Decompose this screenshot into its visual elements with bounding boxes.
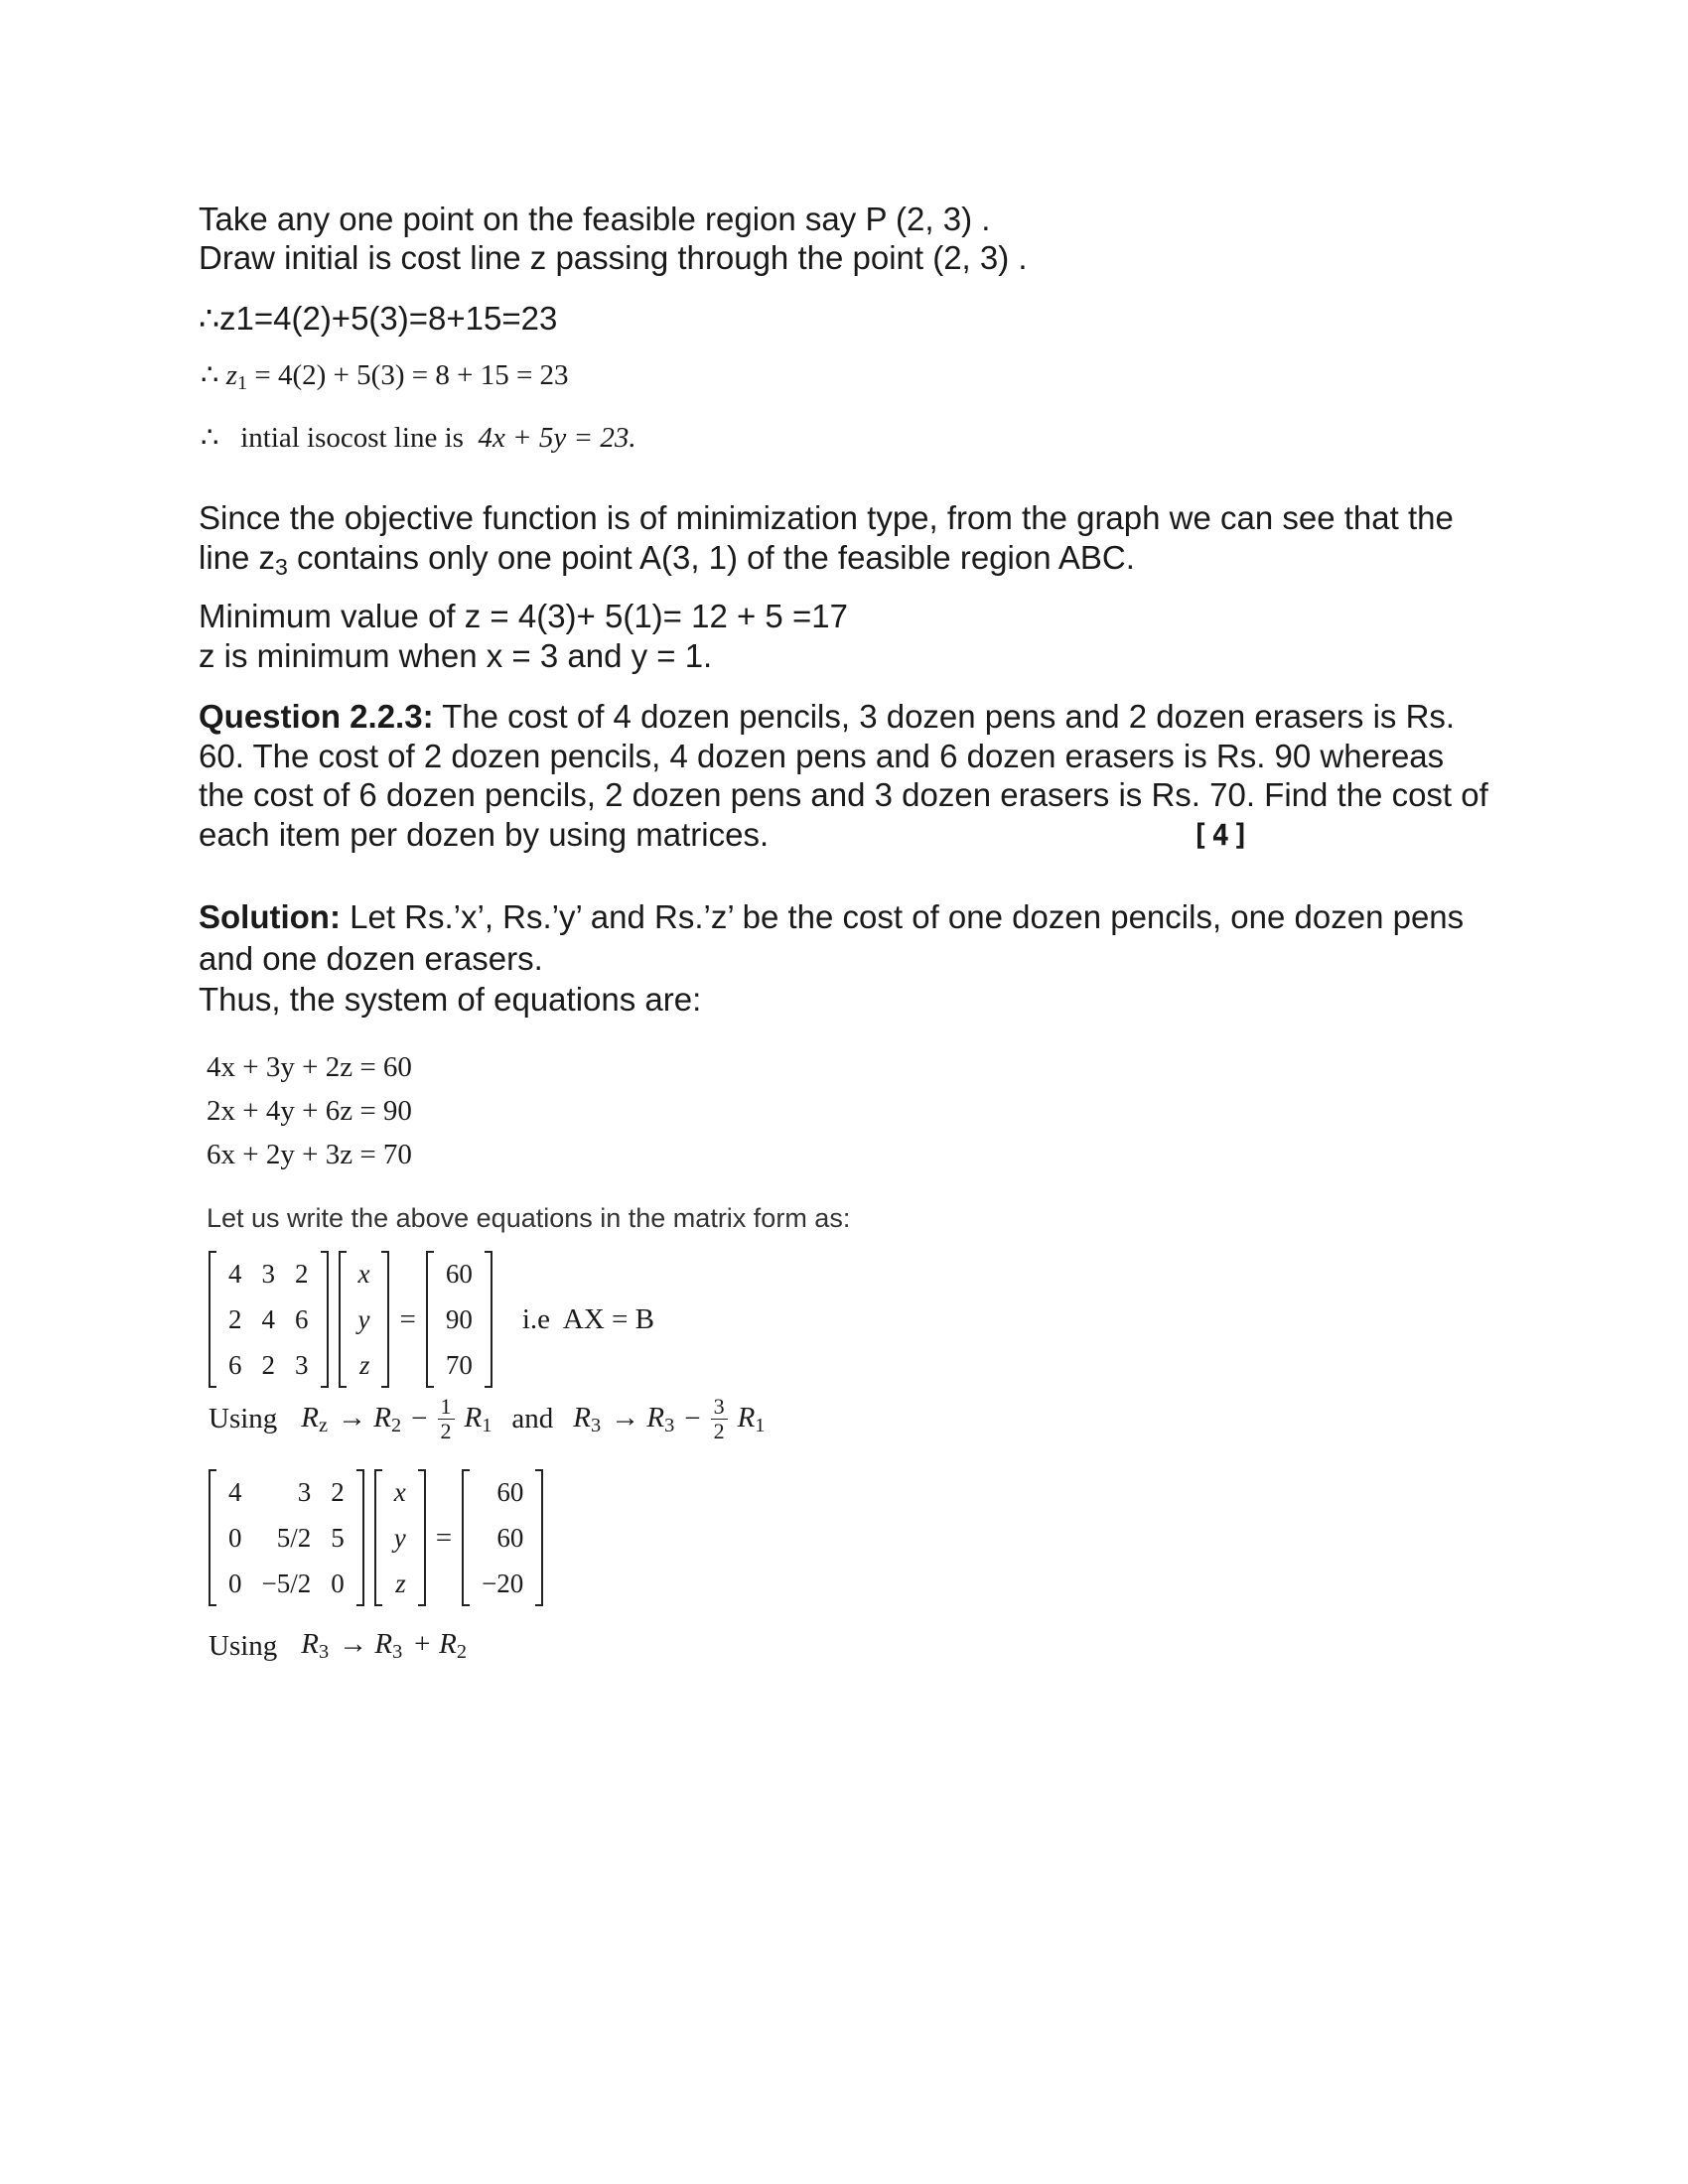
isocost-equation: 4x + 5y = 23. bbox=[478, 422, 636, 454]
matrix-cell: −5/2 bbox=[261, 1568, 312, 1598]
solution-line-2: and one dozen erasers. bbox=[199, 940, 543, 977]
matrix-equation-1 bbox=[209, 1251, 654, 1388]
op-symbol: → R bbox=[338, 1401, 391, 1433]
matrix-cell: 0 bbox=[331, 1568, 345, 1598]
z1-math-line bbox=[201, 357, 569, 395]
therefore-symbol: ∴ bbox=[201, 359, 219, 391]
matrix-intro: Let us write the above equations in the matrix form as: bbox=[207, 1203, 851, 1233]
op-subscript: 2 bbox=[391, 1414, 402, 1436]
matrix-cell: 2 bbox=[261, 1349, 275, 1380]
op-subscript: 3 bbox=[590, 1414, 602, 1436]
question-line-2: 60. The cost of 2 dozen pencils, 4 dozen pens and 6 dozen erasers is Rs. 90 whereas bbox=[199, 738, 1445, 774]
z1-plain-line: ∴z1=4(2)+5(3)=8+15=23 bbox=[199, 300, 558, 337]
solution-line-1 bbox=[199, 898, 1464, 936]
vector-cell: x bbox=[357, 1258, 370, 1289]
intro-line-1: Take any one point on the feasible region say P (2, 3) . bbox=[199, 201, 991, 237]
vector-cell: y bbox=[357, 1303, 370, 1334]
objective-line-1: Since the objective function is of minimization type, from the graph we can see that the bbox=[199, 499, 1454, 536]
op-symbol: → R bbox=[611, 1401, 665, 1433]
op-symbol: R bbox=[301, 1628, 320, 1660]
vector-cell: 60 bbox=[496, 1476, 524, 1507]
op-subscript: 1 bbox=[482, 1414, 492, 1436]
matrix-cell: 6 bbox=[295, 1303, 309, 1334]
using-label: Using bbox=[209, 1403, 278, 1435]
z-variable: z bbox=[225, 359, 237, 391]
vector-cell: 70 bbox=[445, 1349, 473, 1380]
z1-expression: = 4(2) + 5(3) = 8 + 15 = 23 bbox=[254, 359, 569, 391]
vector-cell: x bbox=[393, 1476, 406, 1507]
matrix-cell: 4 bbox=[261, 1303, 275, 1334]
objective-text-a: line z bbox=[199, 539, 276, 576]
op-symbol: − bbox=[411, 1403, 428, 1435]
op-symbol: R bbox=[737, 1401, 756, 1433]
solution-label: Solution: bbox=[199, 898, 341, 935]
intro-line-2: Draw initial is cost line z passing through the point (2, 3) . bbox=[199, 239, 1028, 276]
equation-3: 6x + 2y + 3z = 70 bbox=[207, 1139, 412, 1170]
op-subscript: 3 bbox=[664, 1414, 675, 1436]
z-subscript: 1 bbox=[237, 372, 248, 395]
constant-vector-b bbox=[426, 1251, 492, 1388]
isocost-line bbox=[201, 420, 636, 455]
equals-sign: = bbox=[399, 1302, 416, 1335]
matrix-cell: 6 bbox=[228, 1349, 242, 1380]
variable-vector-x bbox=[339, 1251, 390, 1388]
equation-2: 2x + 4y + 6z = 90 bbox=[207, 1095, 412, 1127]
matrix-cell: 3 bbox=[295, 1349, 309, 1380]
solution-line-3: Thus, the system of equations are: bbox=[199, 981, 702, 1018]
question-line-4: each item per dozen by using matrices. bbox=[199, 816, 770, 853]
matrix-cell: 0 bbox=[228, 1568, 242, 1598]
matrix-cell: 2 bbox=[331, 1476, 345, 1507]
op-symbol: R bbox=[301, 1401, 320, 1433]
op-symbol: → R bbox=[339, 1628, 393, 1660]
question-text-1: The cost of 4 dozen pencils, 3 dozen pens and 2 dozen erasers is Rs. bbox=[433, 698, 1456, 735]
matrix-cell: 5 bbox=[331, 1522, 345, 1553]
solution-text-1: Let Rs.’x’, Rs.’y’ and Rs.’z’ be the cost of one dozen pencils, one dozen pens bbox=[340, 898, 1465, 935]
fraction-denominator: 2 bbox=[440, 1419, 452, 1444]
question-line-1 bbox=[199, 698, 1455, 736]
op-symbol: R bbox=[464, 1401, 483, 1433]
matrix-cell: 4 bbox=[228, 1476, 242, 1507]
vector-cell: −20 bbox=[482, 1568, 524, 1598]
vector-cell: 60 bbox=[445, 1258, 473, 1289]
variable-vector-x bbox=[374, 1469, 426, 1606]
matrix-cell: 5/2 bbox=[276, 1522, 312, 1553]
op-symbol: + R bbox=[412, 1628, 457, 1660]
and-label: and bbox=[511, 1403, 554, 1435]
minimum-line-2: z is minimum when x = 3 and y = 1. bbox=[199, 637, 713, 674]
question-marks: [4] bbox=[1192, 818, 1253, 852]
matrix-cell: 3 bbox=[261, 1258, 275, 1289]
objective-subscript: 3 bbox=[275, 553, 288, 580]
op-subscript: 3 bbox=[392, 1641, 403, 1664]
objective-line-2 bbox=[199, 539, 1135, 581]
equals-sign: = bbox=[435, 1521, 453, 1554]
matrix-cell: 0 bbox=[228, 1522, 242, 1553]
vector-cell: 60 bbox=[496, 1522, 524, 1553]
minimum-line-1: Minimum value of z = 4(3)+ 5(1)= 12 + 5 =17 bbox=[199, 598, 848, 634]
equation-1: 4x + 3y + 2z = 60 bbox=[207, 1051, 412, 1083]
vector-cell: 90 bbox=[445, 1303, 473, 1334]
question-label: Question 2.2.3: bbox=[199, 698, 434, 735]
op-subscript: 2 bbox=[456, 1641, 467, 1664]
vector-cell: z bbox=[395, 1568, 406, 1598]
op-symbol: R bbox=[573, 1401, 591, 1433]
op-subscript: 3 bbox=[319, 1641, 330, 1664]
reduced-matrix-a bbox=[209, 1469, 364, 1606]
op-subscript: z bbox=[319, 1414, 329, 1436]
matrix-cell: 2 bbox=[295, 1258, 309, 1289]
row-operation-2 bbox=[209, 1628, 467, 1664]
fraction-denominator: 2 bbox=[713, 1419, 725, 1444]
fraction-one-half bbox=[438, 1395, 455, 1443]
question-line-3: the cost of 6 dozen pencils, 2 dozen pens and 3 dozen erasers is Rs. 70. Find the cost of bbox=[199, 776, 1488, 813]
op-subscript: 1 bbox=[755, 1414, 766, 1436]
fraction-numerator: 1 bbox=[438, 1395, 455, 1420]
isocost-label: ∴ intial isocost line is bbox=[201, 422, 464, 454]
matrix-cell: 3 bbox=[297, 1476, 312, 1507]
coefficient-matrix-a bbox=[209, 1251, 329, 1388]
fraction-three-halves bbox=[711, 1395, 728, 1443]
vector-cell: y bbox=[393, 1522, 406, 1553]
vector-cell: z bbox=[358, 1349, 370, 1380]
reduced-vector-b bbox=[462, 1469, 543, 1606]
matrix-cell: 4 bbox=[228, 1258, 242, 1289]
row-operation-1 bbox=[209, 1395, 765, 1443]
using-label: Using bbox=[209, 1629, 278, 1662]
matrix-form-note: i.e AX = B bbox=[521, 1302, 655, 1335]
matrix-cell: 2 bbox=[228, 1303, 242, 1334]
op-symbol: − bbox=[684, 1403, 701, 1435]
fraction-numerator: 3 bbox=[711, 1395, 728, 1420]
matrix-equation-2 bbox=[209, 1469, 543, 1606]
objective-text-b: contains only one point A(3, 1) of the feasible region ABC. bbox=[287, 539, 1135, 576]
